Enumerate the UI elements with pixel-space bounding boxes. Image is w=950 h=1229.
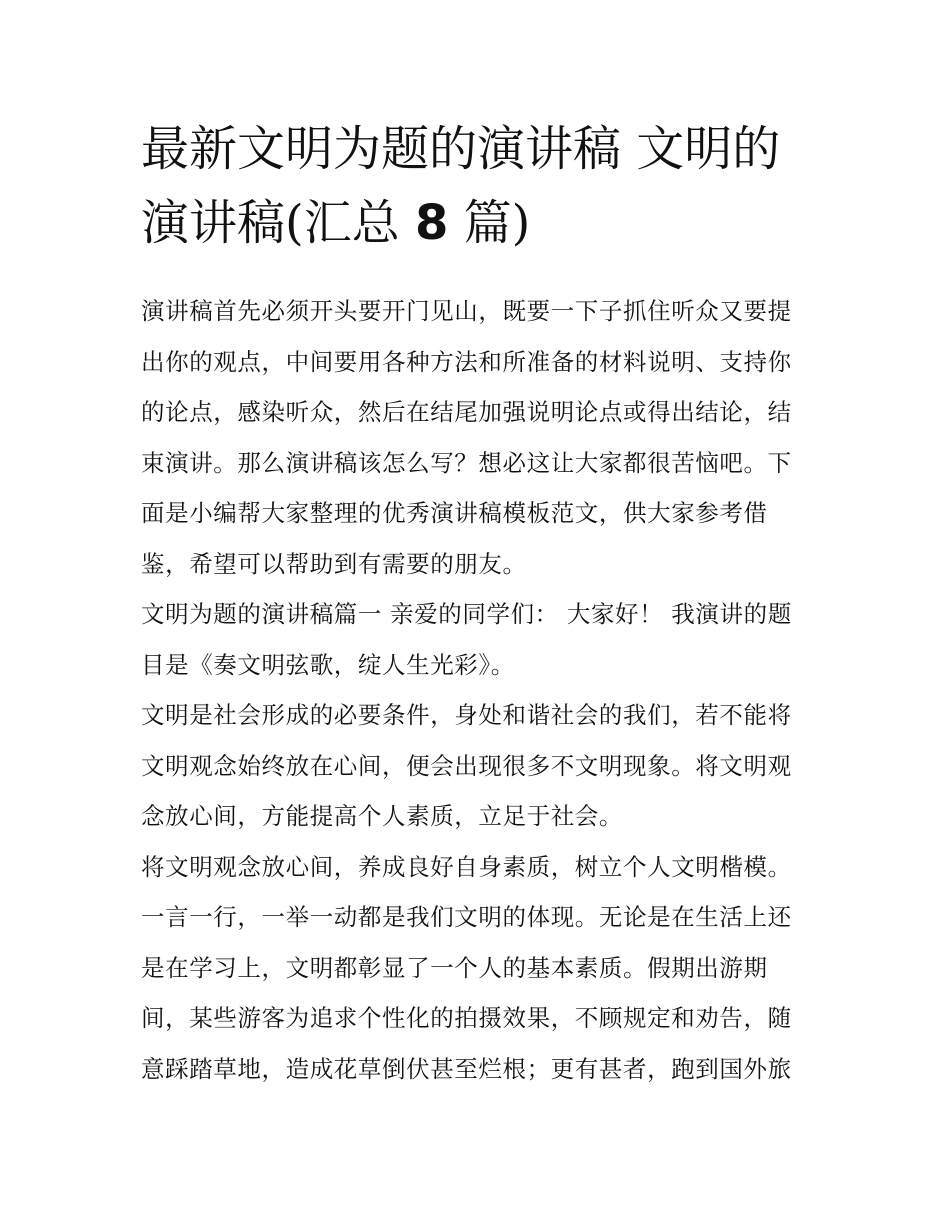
text-line: 将文明观念放心间，养成良好自身素质，树立个人文明楷模。 bbox=[141, 852, 792, 881]
text-line: 目是《奏文明弦歌，绽人生光彩》。 bbox=[141, 650, 515, 679]
text-line: 文明观念始终放在心间，便会出现很多不文明现象。将文明观 bbox=[141, 751, 792, 780]
text-line: 的论点，感染听众，然后在结尾加强说明论点或得出结论，结 bbox=[141, 398, 792, 426]
text-line: 意踩踏草地，造成花草倒伏甚至烂根；更有甚者，跑到国外旅 bbox=[141, 1054, 792, 1083]
text-line: 文明是社会形成的必要条件，身处和谐社会的我们，若不能将 bbox=[141, 701, 792, 729]
paragraph-civilization-importance bbox=[141, 690, 813, 842]
text-line: 是在学习上，文明都彰显了一个人的基本素质。假期出游期 bbox=[141, 953, 768, 982]
text-line: 文明为题的演讲稿篇一 亲爱的同学们： 大家好！ 我演讲的题 bbox=[141, 600, 792, 628]
paragraph-speech-opening bbox=[141, 589, 813, 690]
text-line: 出你的观点，中间要用各种方法和所准备的材料说明、支持你 bbox=[141, 347, 792, 376]
text-line: 鉴，希望可以帮助到有需要的朋友。 bbox=[141, 549, 527, 578]
paragraph-intro bbox=[141, 286, 813, 589]
text-line: 演讲稿首先必须开头要开门见山，既要一下子抓住听众又要提 bbox=[141, 297, 792, 325]
text-line: 念放心间，方能提高个人素质，立足于社会。 bbox=[141, 802, 623, 830]
title-line-1: 最新文明为题的演讲稿 文明的 bbox=[141, 121, 781, 177]
text-line: 束演讲。那么演讲稿该怎么写？想必这让大家都很苦恼吧。下 bbox=[141, 448, 792, 477]
text-line: 间，某些游客为追求个性化的拍摄效果，不顾规定和劝告，随 bbox=[141, 1004, 792, 1032]
document-content bbox=[141, 112, 813, 1094]
text-line: 一言一行，一举一动都是我们文明的体现。无论是在生活上还 bbox=[141, 903, 792, 931]
text-line: 面是小编帮大家整理的优秀演讲稿模板范文，供大家参考借 bbox=[141, 499, 768, 527]
title-line-2 bbox=[141, 186, 813, 260]
document-title bbox=[141, 112, 813, 260]
title-count-number: 8 bbox=[415, 195, 449, 251]
title-line-2-suffix: 篇) bbox=[448, 195, 531, 251]
title-line-2-prefix: 演讲稿(汇总 bbox=[141, 195, 415, 251]
paragraph-personal-conduct bbox=[141, 842, 813, 1095]
